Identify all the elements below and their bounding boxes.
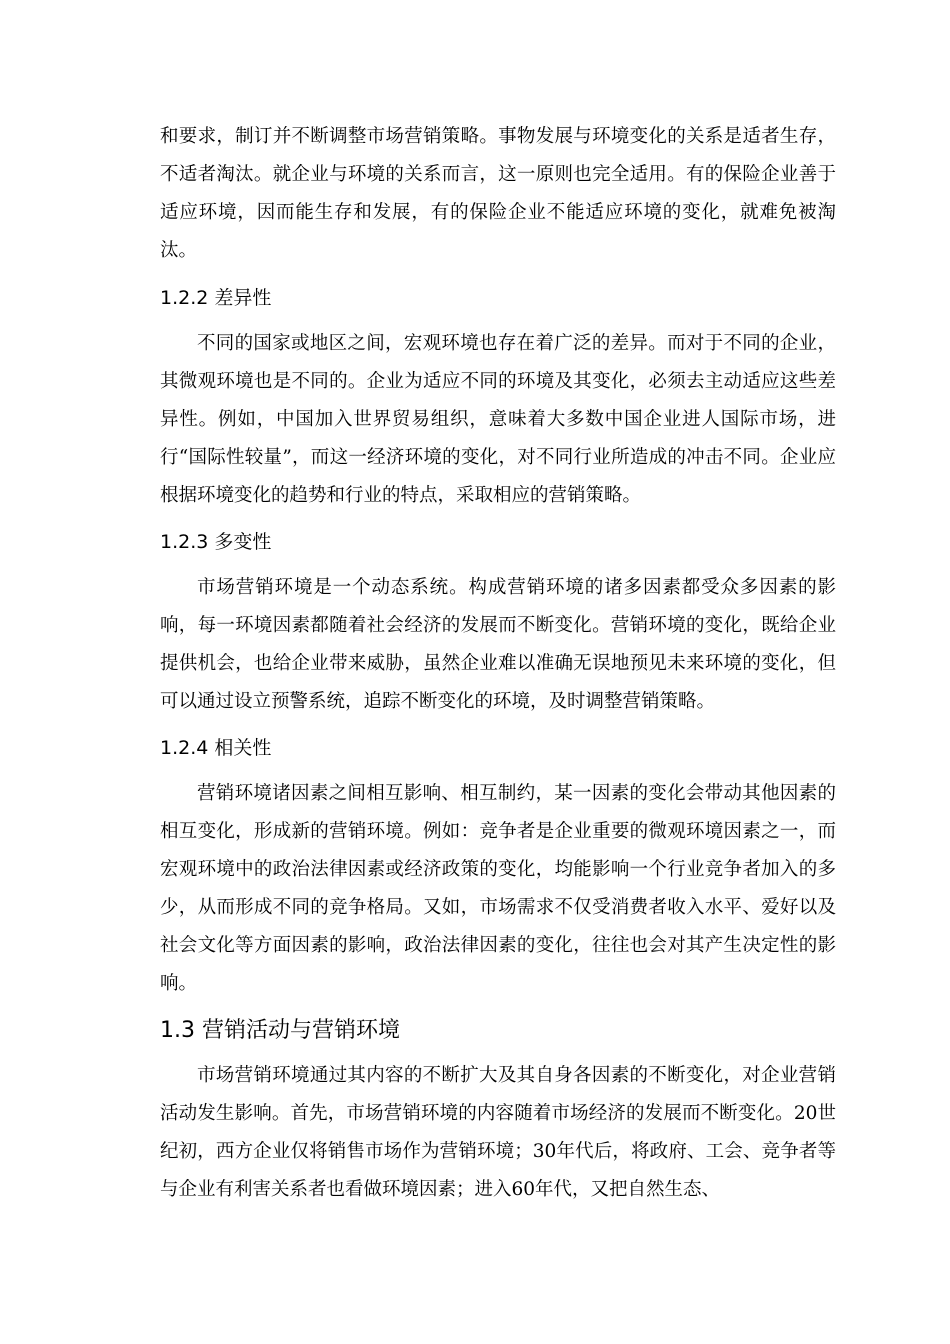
heading-1-2-4: 1.2.4 相关性 — [160, 737, 272, 759]
document-page — [160, 118, 836, 1209]
paragraph-1-2-2: 不同的国家或地区之间，宏观环境也存在着广泛的差异。而对于不同的企业，其微观环境也是不同的。企业为适应不同的环境及其变化，必须去主动适应这些差异性。例如，中国加入世界贸易组织，意味着大多数中国企业进人国际市场，进行“国际性较量”，而这一经济环境的变化，对不同行业所造成的冲击不同。企业应根据环境变化的趋势和行业的特点，采取相应的营销策略。 — [160, 333, 836, 506]
heading-1-3: 1.3 营销活动与营销环境 — [160, 1018, 400, 1043]
paragraph-1-2-3: 市场营销环境是一个动态系统。构成营销环境的诸多因素都受众多因素的影响，每一环境因素都随着社会经济的发展而不断变化。营销环境的变化，既给企业提供机会，也给企业带来威胁，虽然企业难以准确无误地预见未来环境的变化，但可以通过设立预警系统，追踪不断变化的环境，及时调整营销策略。 — [160, 577, 836, 712]
heading-1-2-3: 1.2.3 多变性 — [160, 531, 272, 553]
paragraph-1-2-4: 营销环境诸因素之间相互影响、相互制约，某一因素的变化会带动其他因素的相互变化，形成新的营销环境。例如：竞争者是企业重要的微观环境因素之一，而宏观环境中的政治法律因素或经济政策的变化，均能影响一个行业竞争者加入的多少，从而形成不同的竞争格局。又如，市场需求不仅受消费者收入水平、爱好以及社会文化等方面因素的影响，政治法律因素的变化，往往也会对其产生决定性的影响。 — [160, 783, 836, 994]
heading-1-2-2: 1.2.2 差异性 — [160, 287, 272, 309]
intro-paragraph: 和要求，制订并不断调整市场营销策略。事物发展与环境变化的关系是适者生存，不适者淘汰。就企业与环境的关系而言，这一原则也完全适用。有的保险企业善于适应环境，因而能生存和发展，有的保险企业不能适应环境的变化，就难免被淘汰。 — [160, 126, 836, 261]
paragraph-1-3: 市场营销环境通过其内容的不断扩大及其自身各因素的不断变化，对企业营销活动发生影响。首先，市场营销环境的内容随着市场经济的发展而不断变化。20世纪初，西方企业仅将销售市场作为营销环境；30年代后，将政府、工会、竞争者等与企业有利害关系者也看做环境因素；进入60年代，又把自然生态、 — [160, 1065, 836, 1200]
